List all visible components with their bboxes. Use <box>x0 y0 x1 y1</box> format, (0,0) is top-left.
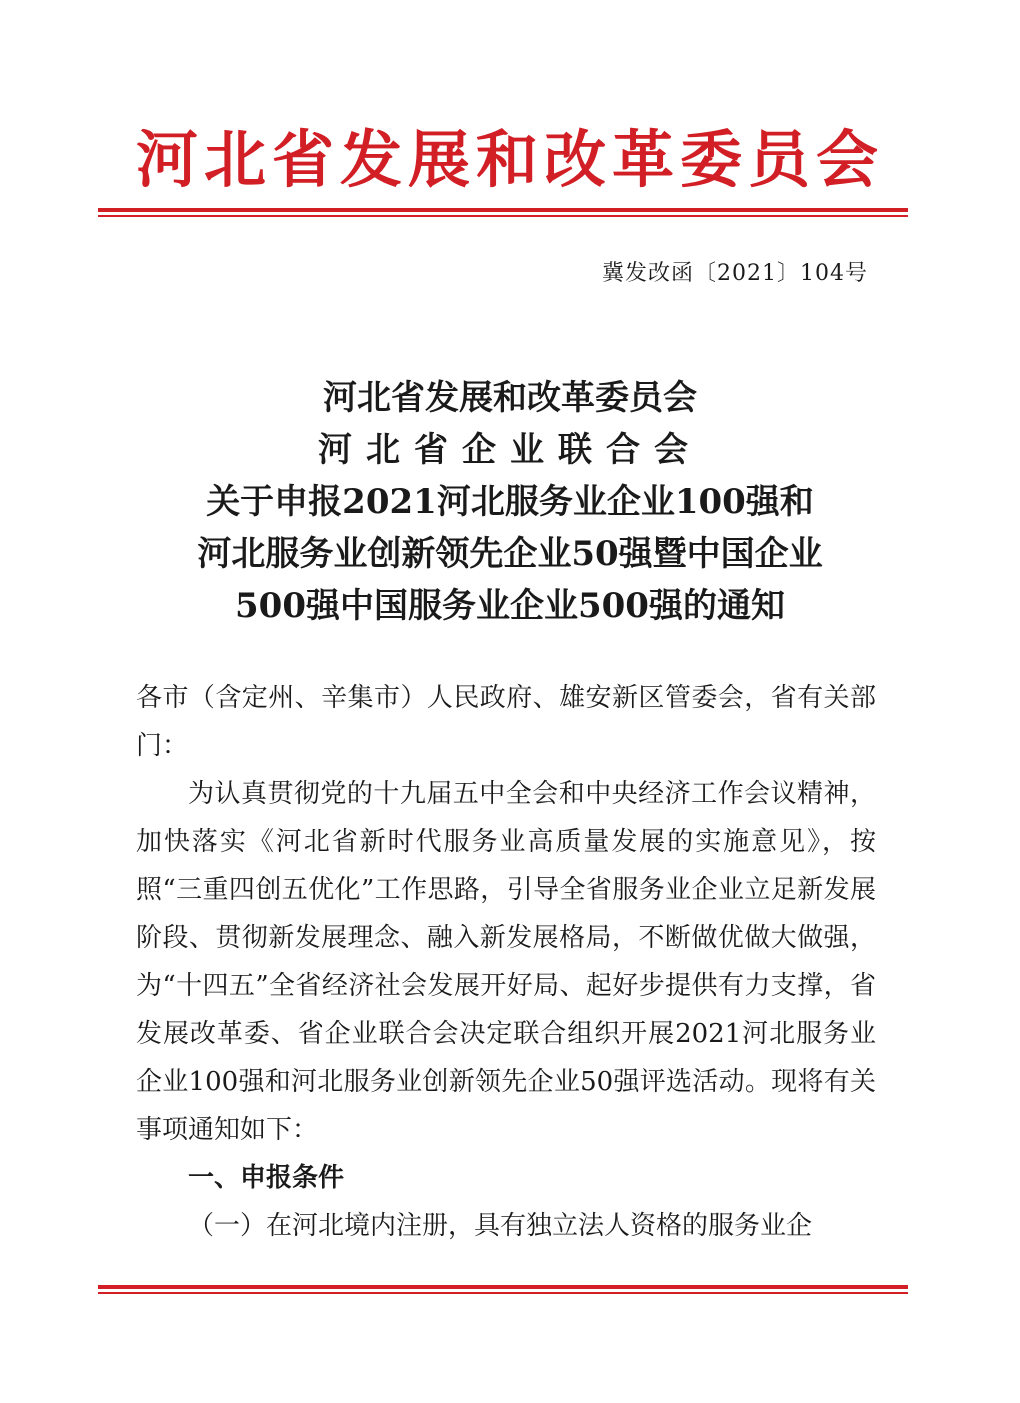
title-line-3: 关于申报2021河北服务业企业100强和 <box>206 482 814 522</box>
agency-letterhead: 河北省发展和改革委员会 <box>135 123 884 196</box>
document-title <box>0 372 1020 632</box>
title-line-4: 河北服务业创新领先企业50强暨中国企业 <box>197 534 823 574</box>
document-number: 冀发改函〔2021〕104号 <box>602 261 868 286</box>
divider-thin-line <box>98 215 908 217</box>
title-line-5: 500强中国服务业企业500强的通知 <box>235 586 785 626</box>
title-line-1: 河北省发展和改革委员会 <box>323 378 697 418</box>
document-body <box>136 674 876 1250</box>
footer-thin-line <box>98 1292 908 1294</box>
section-heading-1: 一、申报条件 <box>188 1163 345 1193</box>
body-paragraph-1: 为认真贯彻党的十九届五中全会和中央经济工作会议精神，加快落实《河北省新时代服务业高质量发展的实施意见》，按照“三重四创五优化”工作思路，引导全省服务业企业立足新发展阶段、贯彻新发展理念、融入新发展格局，不断做优做大做强，为“十四五”全省经济社会发展开好局、起好步提供有力支撑，省发展改革委、省企业联合会决定联合组织开展2021河北服务业企业100强和河北服务业创新领先企业50强评选活动。现将有关事项通知如下： <box>136 779 876 1145</box>
title-line-2: 河北省企业联合会 <box>318 430 702 470</box>
recipients-line: 各市（含定州、辛集市）人民政府、雄安新区管委会，省有关部门： <box>136 683 876 761</box>
condition-item-1: （一）在河北境内注册，具有独立法人资格的服务业企 <box>188 1211 813 1241</box>
footer-divider <box>98 1285 908 1294</box>
letterhead-divider <box>98 208 908 217</box>
